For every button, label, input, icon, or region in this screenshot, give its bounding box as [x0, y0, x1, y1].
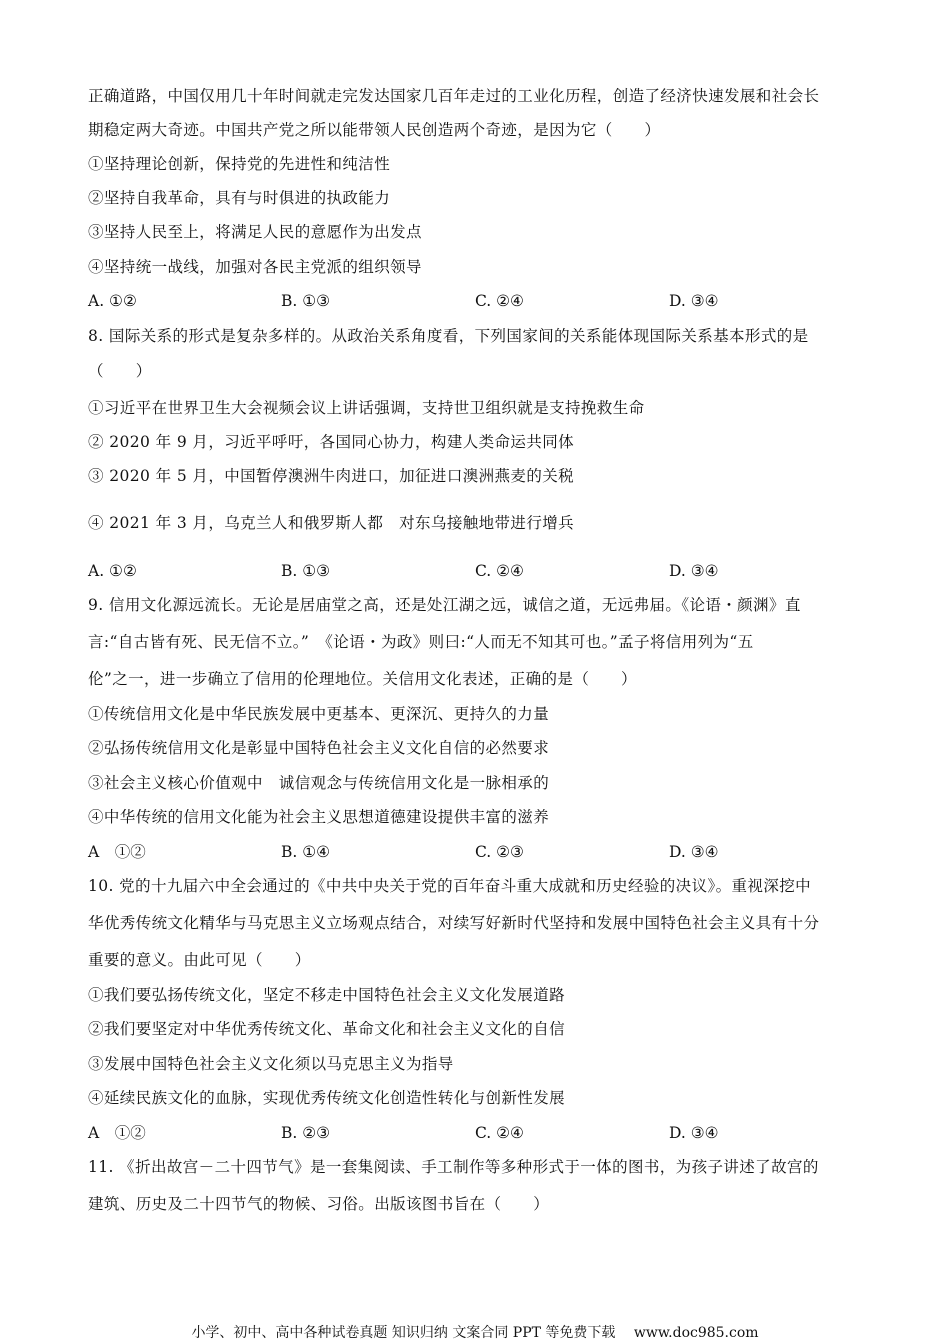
q10-option-c[interactable]: C. ②④	[475, 1124, 524, 1142]
q9-stem-line-3: 伦”之一，进一步确立了信用的伦理地位。关信用文化表述，正确的是（ ）	[88, 670, 637, 688]
q9-item-1: ①传统信用文化是中华民族发展中更基本、更深沉、更持久的力量	[88, 705, 550, 723]
q8-option-a[interactable]: A. ①②	[88, 562, 137, 580]
page-footer: 小学、初中、高中各种试卷真题 知识归纳 文案合同 PPT 等免费下载 www.doc985.com	[191, 1325, 759, 1341]
q9-option-a[interactable]: A ①②	[88, 843, 146, 861]
q7-item-2: ②坚持自我革命，具有与时俱进的执政能力	[88, 189, 391, 207]
q10-option-d[interactable]: D. ③④	[669, 1124, 719, 1142]
q8-item-4: ④ 2021 年 3 月，乌克兰人和俄罗斯人都 对东乌接触地带进行增兵	[88, 514, 575, 532]
q9-item-2: ②弘扬传统信用文化是彰显中国特色社会主义文化自信的必然要求	[88, 739, 550, 757]
q10-item-2: ②我们要坚定对中华优秀传统文化、革命文化和社会主义文化的自信	[88, 1020, 566, 1038]
q10-item-1: ①我们要弘扬传统文化，坚定不移走中国特色社会主义文化发展道路	[88, 986, 566, 1004]
q9-stem-line-2: 言:“自古皆有死、民无信不立。” 《论语・为政》则曰:“人而无不知其可也。”孟子将信用列为“五	[88, 633, 754, 651]
q7-item-3: ③坚持人民至上，将满足人民的意愿作为出发点	[88, 223, 422, 241]
q10-item-3: ③发展中国特色社会主义文化须以马克思主义为指导	[88, 1055, 454, 1073]
q9-option-d[interactable]: D. ③④	[669, 843, 719, 861]
q8-option-d[interactable]: D. ③④	[669, 562, 719, 580]
q9-option-c[interactable]: C. ②③	[475, 843, 524, 861]
q8-option-c[interactable]: C. ②④	[475, 562, 524, 580]
q10-stem-line-2: 华优秀传统文化精华与马克思主义立场观点结合，对续写好新时代坚持和发展中国特色社会主义具有十分	[88, 914, 820, 932]
q7-option-a[interactable]: A. ①②	[88, 292, 137, 310]
q9-item-3: ③社会主义核心价值观中 诚信观念与传统信用文化是一脉相承的	[88, 774, 550, 792]
q7-item-1: ①坚持理论创新，保持党的先进性和纯洁性	[88, 155, 391, 173]
q8-options	[88, 561, 858, 581]
q7-options	[88, 291, 858, 311]
q10-option-a[interactable]: A ①②	[88, 1124, 146, 1142]
q9-item-4: ④中华传统的信用文化能为社会主义思想道德建设提供丰富的滋养	[88, 808, 550, 826]
q11-stem-line-2: 建筑、历史及二十四节气的物候、习俗。出版该图书旨在（ ）	[88, 1195, 550, 1213]
q7-option-c[interactable]: C. ②④	[475, 292, 524, 310]
q7-stem-line-1: 正确道路，中国仅用几十年时间就走完发达国家几百年走过的工业化历程，创造了经济快速发展和社会长	[88, 87, 820, 105]
q10-stem-line-3: 重要的意义。由此可见（ ）	[88, 951, 311, 969]
q11-stem-line-1: 11. 《折出故宫－二十四节气》是一套集阅读、手工制作等多种形式于一体的图书，为孩子讲述了故宫的	[88, 1158, 819, 1176]
q7-item-4: ④坚持统一战线，加强对各民主党派的组织领导	[88, 258, 422, 276]
q9-option-b[interactable]: B. ①④	[281, 843, 331, 861]
q8-option-b[interactable]: B. ①③	[281, 562, 331, 580]
q8-item-3: ③ 2020 年 5 月，中国暂停澳洲牛肉进口，加征进口澳洲燕麦的关税	[88, 467, 575, 485]
q10-item-4: ④延续民族文化的血脉，实现优秀传统文化创造性转化与创新性发展	[88, 1089, 566, 1107]
q10-options	[88, 1123, 858, 1143]
q10-option-b[interactable]: B. ②③	[281, 1124, 331, 1142]
q7-option-b[interactable]: B. ①③	[281, 292, 331, 310]
q9-stem-line-1: 9. 信用文化源远流长。无论是居庙堂之高，还是处江湖之远，诚信之道，无远弗届。《论语・颜渊》直	[88, 596, 801, 614]
q10-stem-line-1: 10. 党的十九届六中全会通过的《中共中央关于党的百年奋斗重大成就和历史经验的决议》。重视深挖中	[88, 877, 812, 895]
q7-option-d[interactable]: D. ③④	[669, 292, 719, 310]
q8-stem-line-2: （ ）	[88, 362, 152, 380]
q8-item-1: ①习近平在世界卫生大会视频会议上讲话强调，支持世卫组织就是支持挽救生命	[88, 399, 645, 417]
q7-stem-line-2: 期稳定两大奇迹。中国共产党之所以能带领人民创造两个奇迹，是因为它（ ）	[88, 121, 661, 139]
q8-stem-line-1: 8. 国际关系的形式是复杂多样的。从政治关系角度看，下列国家间的关系能体现国际关系基本形式的是	[88, 327, 809, 345]
q9-options	[88, 842, 858, 862]
q8-item-2: ② 2020 年 9 月，习近平呼吁，各国同心协力，构建人类命运共同体	[88, 433, 575, 451]
